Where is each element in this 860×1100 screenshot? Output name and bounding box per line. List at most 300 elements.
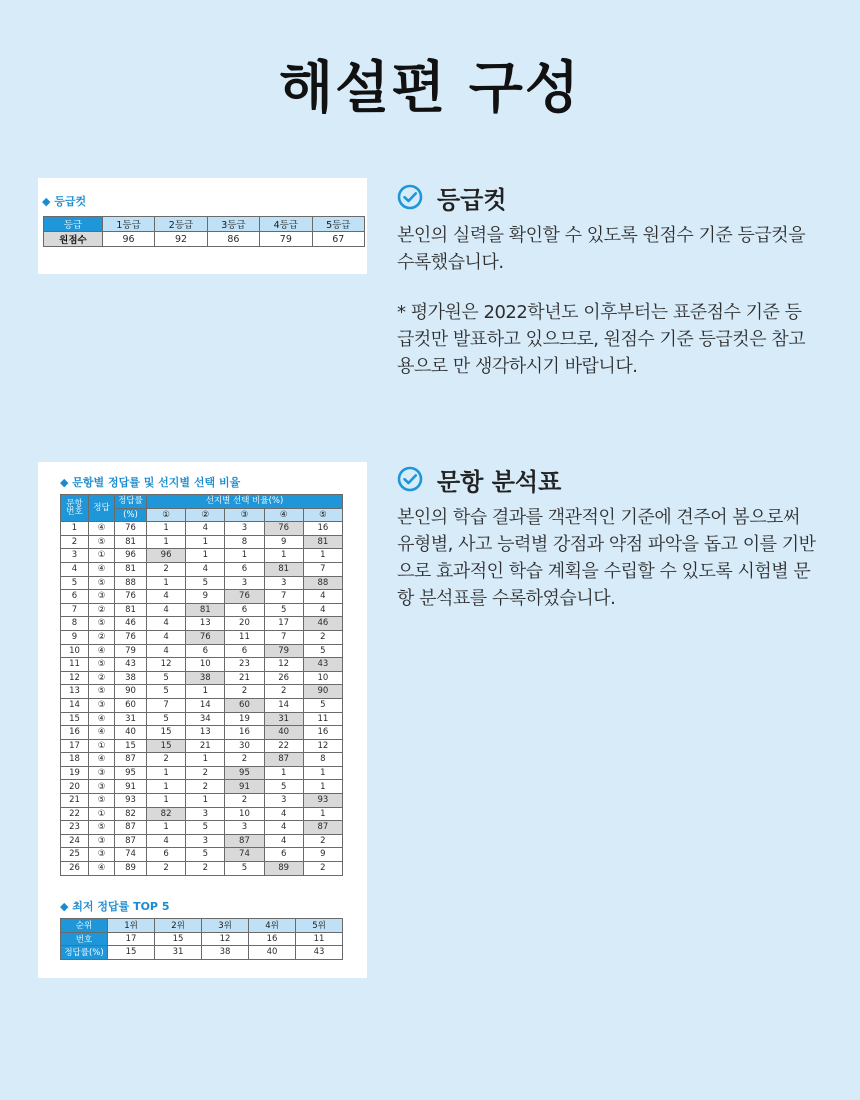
choice-ratio-cell: 4 — [264, 834, 303, 848]
choice-ratio-cell: 87 — [303, 821, 342, 835]
table-row — [61, 590, 343, 604]
num-cell: 4 — [61, 562, 89, 576]
num-cell: 16 — [61, 726, 89, 740]
num-cell: 13 — [61, 685, 89, 699]
choice-ratio-cell: 89 — [264, 862, 303, 876]
answer-cell: ④ — [89, 644, 115, 658]
answer-cell: ⑤ — [89, 685, 115, 699]
item-analysis-text: 본인의 학습 결과를 객관적인 기준에 견주어 봄으로써 유형별, 사고 능력별 강점과 약점 파악을 돕고 이를 기반으로 효과적인 학습 계획을 수립할 수 있도록 시험별 문항 분석표를 수록하였습니다. — [397, 507, 816, 609]
table-row — [61, 848, 343, 862]
choice-ratio-cell: 3 — [264, 576, 303, 590]
table-row — [61, 644, 343, 658]
grade-cut-text: 본인의 실력을 확인할 수 있도록 원점수 기준 등급컷을 수록했습니다. — [397, 225, 806, 273]
choice-ratio-cell: 81 — [303, 535, 342, 549]
num-cell: 23 — [61, 821, 89, 835]
answer-cell: ④ — [89, 753, 115, 767]
choice-ratio-cell: 30 — [225, 739, 264, 753]
choice-ratio-cell: 82 — [147, 807, 186, 821]
choice-ratio-cell: 40 — [264, 726, 303, 740]
top5-rate-cell: 40 — [249, 946, 296, 960]
choice-ratio-cell: 2 — [225, 794, 264, 808]
grade-score-cell: 67 — [312, 232, 364, 247]
choice-ratio-cell: 13 — [186, 726, 225, 740]
rate-cell: 15 — [115, 739, 147, 753]
top5-table — [60, 918, 343, 960]
choice-ratio-cell: 15 — [147, 739, 186, 753]
table-row — [61, 698, 343, 712]
answer-cell: ⑤ — [89, 794, 115, 808]
choice-header: ① — [147, 508, 186, 522]
choice-ratio-cell: 12 — [147, 658, 186, 672]
rate-cell: 38 — [115, 671, 147, 685]
choice-ratio-cell: 15 — [147, 726, 186, 740]
choice-ratio-cell: 9 — [186, 590, 225, 604]
choice-ratio-cell: 46 — [303, 617, 342, 631]
item-analysis-title: ◆ 문항별 정답률 및 선지별 선택 비율 — [60, 476, 241, 489]
table-row — [61, 834, 343, 848]
choice-ratio-cell: 3 — [225, 821, 264, 835]
grade-header-cell: 4등급 — [260, 217, 312, 232]
choice-ratio-cell: 7 — [303, 562, 342, 576]
choice-ratio-cell: 21 — [225, 671, 264, 685]
choice-ratio-cell: 26 — [264, 671, 303, 685]
choice-ratio-cell: 1 — [264, 766, 303, 780]
table-row — [61, 726, 343, 740]
choice-ratio-cell: 1 — [147, 794, 186, 808]
top5-title: ◆ 최저 정답률 TOP 5 — [60, 900, 170, 913]
choice-header: ② — [186, 508, 225, 522]
choice-group-header: 선지별 선택 비율(%) — [147, 495, 343, 509]
grade-score-cell: 96 — [102, 232, 154, 247]
top5-rate-row — [61, 946, 343, 960]
rate-unit-header: (%) — [115, 508, 147, 522]
top5-num-cell: 17 — [108, 932, 155, 946]
rate-cell: 89 — [115, 862, 147, 876]
choice-ratio-cell: 20 — [225, 617, 264, 631]
choice-ratio-cell: 6 — [186, 644, 225, 658]
top5-num-label: 번호 — [61, 932, 108, 946]
grade-cut-note: * 평가원은 2022학년도 이후부터는 표준점수 기준 등급컷만 발표하고 있으므로, 원점수 기준 등급컷은 참고용으로 만 생각하시기 바랍니다. — [397, 302, 806, 377]
rate-cell: 60 — [115, 698, 147, 712]
choice-ratio-cell: 4 — [147, 603, 186, 617]
item-analysis-card — [38, 462, 367, 978]
table-row — [61, 794, 343, 808]
rate-cell: 46 — [115, 617, 147, 631]
num-cell: 22 — [61, 807, 89, 821]
choice-ratio-cell: 1 — [303, 780, 342, 794]
choice-ratio-cell: 2 — [186, 780, 225, 794]
top5-num-cell: 12 — [202, 932, 249, 946]
num-cell: 9 — [61, 630, 89, 644]
table-row — [61, 739, 343, 753]
grade-header-cell: 2등급 — [155, 217, 207, 232]
rate-cell: 81 — [115, 603, 147, 617]
choice-ratio-cell: 3 — [186, 807, 225, 821]
choice-ratio-cell: 1 — [186, 685, 225, 699]
answer-cell: ④ — [89, 862, 115, 876]
top5-rank-cell: 1위 — [108, 919, 155, 933]
choice-ratio-cell: 16 — [225, 726, 264, 740]
answer-cell: ① — [89, 807, 115, 821]
choice-ratio-cell: 8 — [225, 535, 264, 549]
choice-ratio-cell: 5 — [147, 712, 186, 726]
choice-ratio-cell: 95 — [225, 766, 264, 780]
choice-ratio-cell: 2 — [303, 630, 342, 644]
top5-rank-row — [61, 919, 343, 933]
table-row — [61, 780, 343, 794]
choice-ratio-cell: 2 — [225, 685, 264, 699]
top5-rate-label: 정답률(%) — [61, 946, 108, 960]
choice-ratio-cell: 2 — [147, 753, 186, 767]
choice-ratio-cell: 11 — [225, 630, 264, 644]
answer-cell: ④ — [89, 562, 115, 576]
num-cell: 17 — [61, 739, 89, 753]
num-cell: 10 — [61, 644, 89, 658]
choice-ratio-cell: 3 — [186, 834, 225, 848]
rate-cell: 74 — [115, 848, 147, 862]
choice-header: ⑤ — [303, 508, 342, 522]
rate-cell: 79 — [115, 644, 147, 658]
choice-ratio-cell: 14 — [264, 698, 303, 712]
grade-score-cell: 79 — [260, 232, 312, 247]
answer-cell: ② — [89, 671, 115, 685]
num-cell: 5 — [61, 576, 89, 590]
grade-cut-title: ◆ 등급컷 — [42, 195, 87, 208]
table-row — [61, 685, 343, 699]
choice-ratio-cell: 4 — [303, 603, 342, 617]
table-row — [61, 576, 343, 590]
table-row — [61, 630, 343, 644]
choice-ratio-cell: 2 — [303, 862, 342, 876]
choice-ratio-cell: 21 — [186, 739, 225, 753]
table-row — [61, 671, 343, 685]
choice-ratio-cell: 31 — [264, 712, 303, 726]
choice-ratio-cell: 5 — [264, 603, 303, 617]
choice-ratio-cell: 2 — [303, 834, 342, 848]
num-cell: 19 — [61, 766, 89, 780]
rate-cell: 96 — [115, 549, 147, 563]
choice-ratio-cell: 5 — [147, 671, 186, 685]
table-row — [61, 617, 343, 631]
num-header — [61, 495, 89, 522]
num-cell: 18 — [61, 753, 89, 767]
num-cell: 26 — [61, 862, 89, 876]
num-cell: 7 — [61, 603, 89, 617]
choice-ratio-cell: 3 — [264, 794, 303, 808]
answer-cell: ⑤ — [89, 658, 115, 672]
choice-ratio-cell: 2 — [225, 753, 264, 767]
grade-header-cell: 1등급 — [102, 217, 154, 232]
top5-rate-cell: 15 — [108, 946, 155, 960]
choice-ratio-cell: 1 — [147, 535, 186, 549]
table-row — [61, 603, 343, 617]
top5-rank-cell: 2위 — [155, 919, 202, 933]
choice-header: ③ — [225, 508, 264, 522]
top5-rate-cell: 31 — [155, 946, 202, 960]
choice-ratio-cell: 3 — [225, 522, 264, 536]
table-row — [61, 535, 343, 549]
choice-ratio-cell: 2 — [186, 766, 225, 780]
choice-header: ④ — [264, 508, 303, 522]
rate-cell: 90 — [115, 685, 147, 699]
top5-num-cell: 11 — [296, 932, 343, 946]
choice-ratio-cell: 1 — [303, 807, 342, 821]
num-cell: 14 — [61, 698, 89, 712]
choice-ratio-cell: 1 — [303, 549, 342, 563]
check-circle-icon — [397, 466, 423, 492]
choice-ratio-cell: 6 — [225, 603, 264, 617]
choice-ratio-cell: 5 — [264, 780, 303, 794]
answer-cell: ② — [89, 603, 115, 617]
choice-ratio-cell: 10 — [303, 671, 342, 685]
table-row — [61, 807, 343, 821]
table-row — [61, 862, 343, 876]
choice-ratio-cell: 11 — [303, 712, 342, 726]
choice-ratio-cell: 13 — [186, 617, 225, 631]
choice-ratio-cell: 1 — [186, 535, 225, 549]
rate-cell: 40 — [115, 726, 147, 740]
rate-cell: 31 — [115, 712, 147, 726]
table-row — [61, 766, 343, 780]
choice-ratio-cell: 60 — [225, 698, 264, 712]
choice-ratio-cell: 6 — [264, 848, 303, 862]
answer-cell: ③ — [89, 590, 115, 604]
choice-ratio-cell: 19 — [225, 712, 264, 726]
choice-ratio-cell: 4 — [147, 590, 186, 604]
choice-ratio-cell: 16 — [303, 726, 342, 740]
answer-cell: ① — [89, 739, 115, 753]
item-analysis-description — [397, 462, 817, 612]
choice-ratio-cell: 81 — [264, 562, 303, 576]
choice-ratio-cell: 5 — [225, 862, 264, 876]
check-circle-icon — [397, 184, 423, 210]
choice-ratio-cell: 2 — [186, 862, 225, 876]
answer-cell: ③ — [89, 848, 115, 862]
choice-ratio-cell: 4 — [186, 562, 225, 576]
choice-ratio-cell: 4 — [264, 821, 303, 835]
table-row — [61, 821, 343, 835]
num-cell: 25 — [61, 848, 89, 862]
choice-ratio-cell: 1 — [147, 821, 186, 835]
choice-ratio-cell: 2 — [147, 562, 186, 576]
item-header-row — [61, 495, 343, 509]
choice-ratio-cell: 76 — [264, 522, 303, 536]
choice-ratio-cell: 90 — [303, 685, 342, 699]
rate-cell: 93 — [115, 794, 147, 808]
grade-header-row — [44, 217, 365, 232]
grade-score-row — [44, 232, 365, 247]
choice-ratio-cell: 10 — [225, 807, 264, 821]
choice-ratio-cell: 17 — [264, 617, 303, 631]
num-cell: 11 — [61, 658, 89, 672]
choice-ratio-cell: 5 — [186, 576, 225, 590]
rate-cell: 88 — [115, 576, 147, 590]
choice-ratio-cell: 5 — [186, 848, 225, 862]
num-cell: 6 — [61, 590, 89, 604]
choice-ratio-cell: 7 — [147, 698, 186, 712]
choice-ratio-cell: 6 — [225, 562, 264, 576]
grade-cut-card — [38, 178, 367, 274]
grade-score-cell: 86 — [207, 232, 259, 247]
choice-ratio-cell: 10 — [186, 658, 225, 672]
answer-cell: ④ — [89, 522, 115, 536]
choice-ratio-cell: 87 — [264, 753, 303, 767]
choice-ratio-cell: 43 — [303, 658, 342, 672]
grade-row-label: 원점수 — [44, 232, 103, 247]
answer-cell: ④ — [89, 726, 115, 740]
choice-ratio-cell: 9 — [303, 848, 342, 862]
choice-ratio-cell: 6 — [225, 644, 264, 658]
choice-ratio-cell: 2 — [147, 862, 186, 876]
table-row — [61, 712, 343, 726]
table-row — [61, 753, 343, 767]
table-row — [61, 522, 343, 536]
choice-ratio-cell: 74 — [225, 848, 264, 862]
choice-ratio-cell: 5 — [303, 698, 342, 712]
answer-cell: ⑤ — [89, 535, 115, 549]
grade-header-cell: 3등급 — [207, 217, 259, 232]
rate-cell: 91 — [115, 780, 147, 794]
choice-ratio-cell: 12 — [264, 658, 303, 672]
grade-score-cell: 92 — [155, 232, 207, 247]
top5-rank-label: 순위 — [61, 919, 108, 933]
table-row — [61, 549, 343, 563]
grade-cut-heading: 등급컷 — [437, 185, 507, 214]
choice-ratio-cell: 1 — [147, 522, 186, 536]
choice-ratio-cell: 1 — [303, 766, 342, 780]
rate-cell: 87 — [115, 753, 147, 767]
top5-rate-cell: 43 — [296, 946, 343, 960]
rate-cell: 87 — [115, 834, 147, 848]
choice-ratio-cell: 14 — [186, 698, 225, 712]
choice-ratio-cell: 1 — [264, 549, 303, 563]
answer-cell: ③ — [89, 834, 115, 848]
answer-cell: ③ — [89, 698, 115, 712]
answer-cell: ② — [89, 630, 115, 644]
grade-cut-description — [397, 180, 817, 380]
choice-ratio-cell: 5 — [147, 685, 186, 699]
choice-ratio-cell: 34 — [186, 712, 225, 726]
choice-ratio-cell: 1 — [186, 794, 225, 808]
rate-cell: 81 — [115, 562, 147, 576]
choice-ratio-cell: 22 — [264, 739, 303, 753]
answer-cell: ⑤ — [89, 821, 115, 835]
grade-header-cell: 5등급 — [312, 217, 364, 232]
rate-cell: 76 — [115, 630, 147, 644]
rate-cell: 95 — [115, 766, 147, 780]
num-cell: 20 — [61, 780, 89, 794]
rate-cell: 87 — [115, 821, 147, 835]
choice-ratio-cell: 4 — [264, 807, 303, 821]
table-row — [61, 658, 343, 672]
choice-ratio-cell: 4 — [147, 644, 186, 658]
num-cell: 8 — [61, 617, 89, 631]
choice-ratio-cell: 7 — [264, 590, 303, 604]
num-cell: 3 — [61, 549, 89, 563]
top5-num-cell: 16 — [249, 932, 296, 946]
choice-ratio-cell: 88 — [303, 576, 342, 590]
rate-cell: 76 — [115, 522, 147, 536]
grade-header-label: 등급 — [44, 217, 103, 232]
choice-ratio-cell: 1 — [147, 780, 186, 794]
choice-ratio-cell: 96 — [147, 549, 186, 563]
choice-ratio-cell: 38 — [186, 671, 225, 685]
choice-ratio-cell: 3 — [225, 576, 264, 590]
grade-cut-table — [43, 216, 365, 247]
num-cell: 15 — [61, 712, 89, 726]
rate-cell: 43 — [115, 658, 147, 672]
top5-rank-cell: 3위 — [202, 919, 249, 933]
choice-ratio-cell: 87 — [225, 834, 264, 848]
num-cell: 24 — [61, 834, 89, 848]
choice-ratio-cell: 93 — [303, 794, 342, 808]
choice-ratio-cell: 5 — [186, 821, 225, 835]
choice-ratio-cell: 76 — [186, 630, 225, 644]
choice-ratio-cell: 4 — [186, 522, 225, 536]
num-cell: 2 — [61, 535, 89, 549]
choice-ratio-cell: 81 — [186, 603, 225, 617]
choice-ratio-cell: 2 — [264, 685, 303, 699]
choice-ratio-cell: 1 — [147, 766, 186, 780]
item-table-body — [61, 522, 343, 875]
choice-ratio-cell: 91 — [225, 780, 264, 794]
num-cell: 1 — [61, 522, 89, 536]
num-cell: 12 — [61, 671, 89, 685]
num-header-label: 문항 번호 — [66, 498, 83, 518]
answer-cell: ④ — [89, 712, 115, 726]
choice-ratio-cell: 16 — [303, 522, 342, 536]
choice-ratio-cell: 4 — [147, 834, 186, 848]
num-cell: 21 — [61, 794, 89, 808]
choice-ratio-cell: 4 — [303, 590, 342, 604]
choice-ratio-cell: 4 — [147, 617, 186, 631]
table-row — [61, 562, 343, 576]
choice-ratio-cell: 4 — [147, 630, 186, 644]
rate-cell: 82 — [115, 807, 147, 821]
choice-ratio-cell: 76 — [225, 590, 264, 604]
choice-ratio-cell: 1 — [147, 576, 186, 590]
choice-ratio-cell: 1 — [186, 753, 225, 767]
item-analysis-table — [60, 494, 343, 876]
rate-cell: 76 — [115, 590, 147, 604]
answer-cell: ③ — [89, 766, 115, 780]
top5-rank-cell: 4위 — [249, 919, 296, 933]
choice-ratio-cell: 23 — [225, 658, 264, 672]
rate-cell: 81 — [115, 535, 147, 549]
choice-ratio-cell: 9 — [264, 535, 303, 549]
top5-num-row — [61, 932, 343, 946]
grade-cut-heading-row — [397, 180, 817, 214]
choice-ratio-cell: 12 — [303, 739, 342, 753]
answer-cell: ⑤ — [89, 617, 115, 631]
rate-header: 정답률 — [115, 495, 147, 509]
choice-ratio-cell: 1 — [186, 549, 225, 563]
item-analysis-heading: 문항 분석표 — [437, 467, 562, 496]
page-title: 해설편 구성 — [279, 56, 581, 121]
answer-cell: ③ — [89, 780, 115, 794]
answer-cell: ⑤ — [89, 576, 115, 590]
choice-ratio-cell: 79 — [264, 644, 303, 658]
choice-ratio-cell: 5 — [303, 644, 342, 658]
top5-rate-cell: 38 — [202, 946, 249, 960]
top5-num-cell: 15 — [155, 932, 202, 946]
choice-ratio-cell: 1 — [225, 549, 264, 563]
top5-rank-cell: 5위 — [296, 919, 343, 933]
answer-cell: ① — [89, 549, 115, 563]
item-analysis-heading-row — [397, 462, 817, 496]
answer-header: 정답 — [89, 495, 115, 522]
choice-ratio-cell: 7 — [264, 630, 303, 644]
